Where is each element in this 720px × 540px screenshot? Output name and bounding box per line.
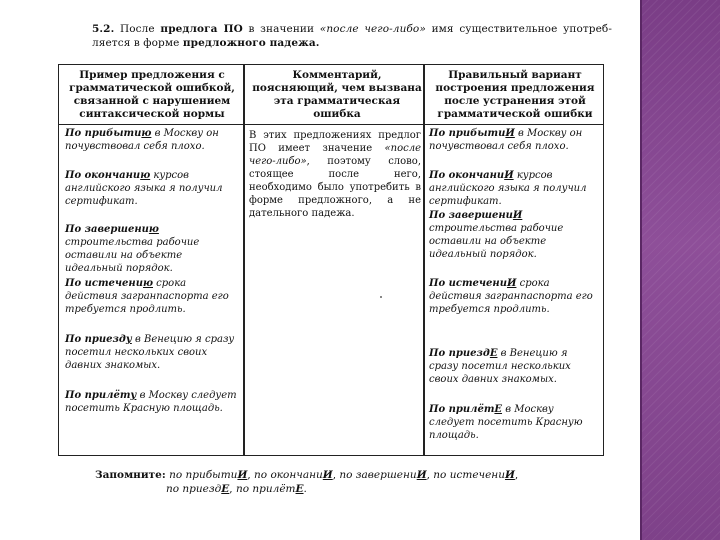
wrong-example (65, 333, 239, 372)
wrong-example (65, 223, 239, 275)
header-correct-example: Правильный вариант построения предложения после устранения этой грамматической ошибки (435, 69, 595, 120)
comment-case: дательного падежа. (249, 208, 355, 219)
example-rest: в Венецию я сразу посетил нескольких своих давних знакомых. (429, 348, 571, 385)
wrong-example (65, 277, 239, 316)
decorative-side-panel (640, 0, 720, 540)
stray-dot (380, 296, 382, 298)
example-stem: По прилёт (429, 404, 495, 415)
comment-meaning: «после чего-либо» (249, 143, 421, 167)
example-ending: у (130, 390, 137, 401)
correct-example (429, 209, 599, 261)
note-ending: И (322, 469, 333, 481)
example-stem: По завершени (429, 210, 513, 221)
example-ending: ю (141, 128, 152, 139)
example-ending: И (506, 278, 517, 289)
meaning-term: «после чего-либо» (319, 23, 426, 35)
example-stem: По окончани (65, 170, 141, 181)
heading-text-1: После (114, 23, 161, 35)
panel-texture (640, 0, 720, 540)
note-line-2: по приездЕ, по прилётЕ. (166, 483, 307, 495)
example-rest: срока действия загранпаспорта его требуется продлить. (65, 278, 229, 315)
example-rest: срока действия загранпаспорта его требуется продлить. (429, 278, 593, 315)
remember-note (95, 468, 555, 496)
note-item (166, 483, 229, 495)
example-ending: ю (140, 170, 151, 181)
column-divider (243, 65, 245, 455)
heading-text-2: в значении (242, 23, 320, 35)
comment-cell (249, 129, 421, 220)
note-stem: по прибыти (169, 469, 238, 481)
example-stem: По прибыти (429, 128, 506, 139)
rule-number: 5.2. (92, 23, 115, 35)
example-rest: курсов английского языка я получил сертификат. (429, 170, 587, 207)
example-ending: И (504, 170, 514, 181)
heading-text-3: имя существительное употреб-ляется в форме (92, 23, 612, 49)
note-ending: Е (295, 483, 304, 495)
column-divider (423, 65, 425, 455)
case-term: предложного падежа. (182, 37, 320, 49)
example-ending: ю (148, 224, 159, 235)
wrong-example (65, 389, 239, 415)
example-ending: у (125, 334, 132, 345)
header-wrong-example: Пример предложения с грамматической ошибкой, связанной с нарушением синтаксической нормы (69, 69, 235, 120)
example-rest: в Москву следует посетить Красную площадь. (429, 404, 583, 441)
example-rest: в Москву следует посетить Красную площадь. (65, 390, 237, 414)
note-item (236, 483, 304, 495)
example-stem: По истечени (429, 278, 507, 289)
correct-example (429, 403, 599, 442)
note-ending: И (237, 469, 248, 481)
correct-example (429, 169, 599, 208)
example-rest: курсов английского языка я получил сертификат. (65, 170, 223, 207)
example-stem: По истечени (65, 278, 143, 289)
example-stem: По окончани (429, 170, 505, 181)
example-stem: По прибыти (65, 128, 142, 139)
note-ending: И (416, 469, 427, 481)
panel-edge (640, 0, 642, 540)
note-item (169, 469, 247, 481)
example-stem: По приезд (429, 348, 490, 359)
wrong-example (65, 169, 239, 208)
correct-example (429, 347, 599, 386)
note-stem: по завершени (339, 469, 417, 481)
example-rest: строительства рабочие оставили на объекте идеальный порядок. (65, 237, 200, 274)
example-ending: Е (489, 348, 498, 359)
preposition-term: предлога ПО (160, 23, 243, 35)
note-stem: по истечени (433, 469, 505, 481)
note-item (433, 469, 515, 481)
example-rest: в Москву он почувствовал себя плохо. (65, 128, 219, 152)
note-ending: Е (221, 483, 230, 495)
table-header-row (59, 65, 603, 125)
example-ending: Е (494, 404, 503, 415)
example-ending: И (505, 128, 515, 139)
comment-text-1: В этих предложениях предлог ПО имеет значение (249, 130, 421, 154)
note-stem: по приезд (166, 483, 222, 495)
correct-example (429, 127, 599, 153)
rule-heading (92, 22, 612, 50)
note-item (339, 469, 426, 481)
comment-text-2: , поэтому слово, стоящее после него, необходимо было употребить в форме предложного, а не (249, 156, 421, 206)
correct-example (429, 277, 599, 316)
example-stem: По завершени (65, 224, 149, 235)
note-stem: по прилёт (235, 483, 296, 495)
example-rest: строительства рабочие оставили на объекте идеальный порядок. (429, 223, 564, 260)
examples-table (58, 64, 604, 456)
example-stem: По прилёт (65, 390, 131, 401)
note-ending: И (504, 469, 515, 481)
example-stem: По приезд (65, 334, 126, 345)
example-ending: И (512, 210, 523, 221)
note-item (254, 469, 333, 481)
example-rest: в Москву он почувствовал себя плохо. (429, 128, 583, 152)
wrong-example (65, 127, 239, 153)
header-comment: Комментарий, поясняющий, чем вызвана эта грамматическая ошибка (252, 69, 422, 120)
example-rest: в Венецию я сразу посетил нескольких своих давних знакомых. (65, 334, 235, 371)
note-line-1: Запомните: по прибытиИ, по окончаниИ, по завершениИ, по истечениИ, (95, 469, 519, 481)
example-ending: ю (142, 278, 153, 289)
note-label: Запомните: (95, 469, 166, 481)
note-stem: по окончани (254, 469, 323, 481)
